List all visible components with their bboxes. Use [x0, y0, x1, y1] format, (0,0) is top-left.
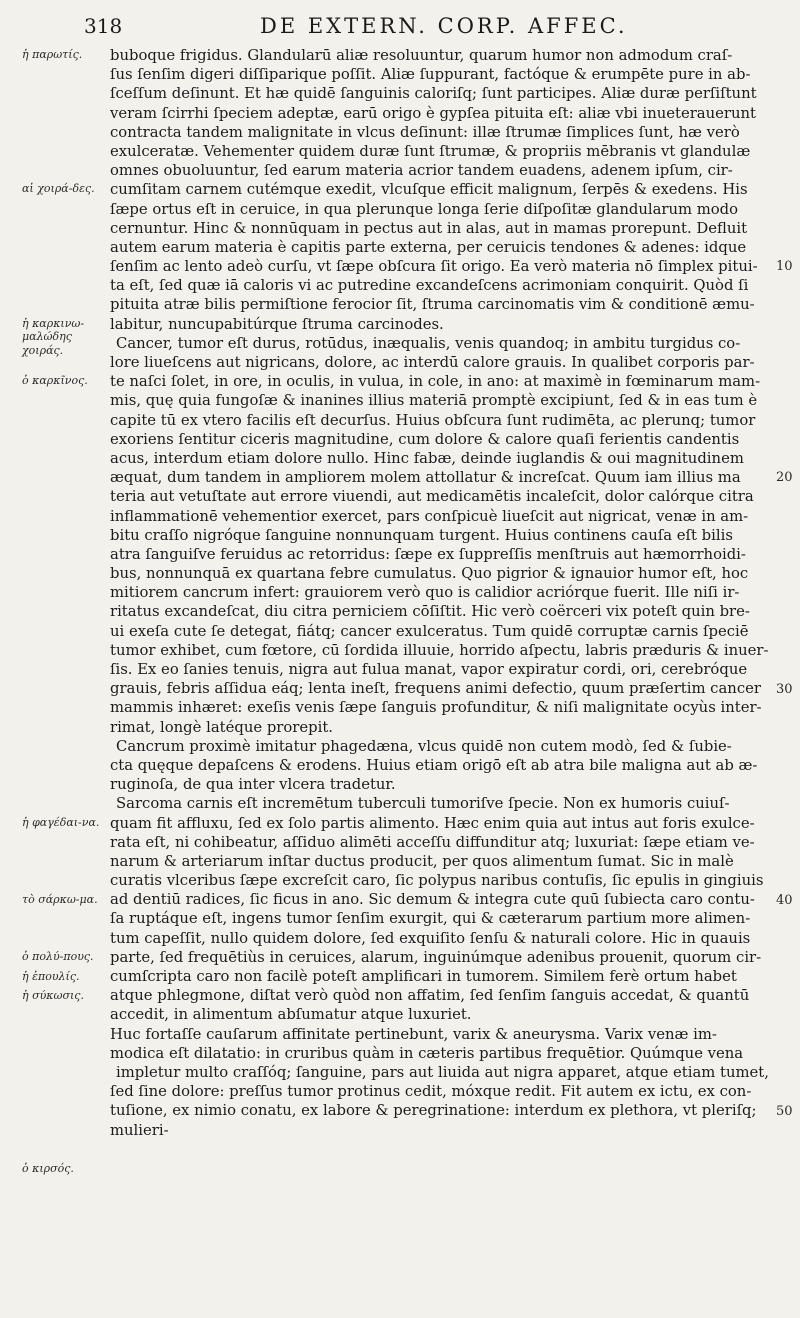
text-line: mitiorem cancrum infert: grauiorem verò quo is calidior acriórque fuerit. Ille niſi ir-	[110, 584, 740, 602]
text-line: lore liueſcens aut nigricans, dolore, ac interdū calore grauis. In qualibet corporis par-	[110, 354, 755, 371]
text-line: impletur multo craſſóq; ſanguine, pars aut liuida aut nigra apparet, atque etiam tumet,	[116, 1063, 769, 1081]
text-line: ritatus excandeſcat, diu citra perniciem cōſiſtit. Hic verò coërceri vix poteſt quin bre-	[110, 603, 750, 621]
text-line: Sarcoma carnis eſt incremētum tuberculi tumoriſve ſpecie. Non ex humoris cuiuſ-	[116, 795, 730, 813]
text-line: mulieri-	[110, 1121, 169, 1139]
text-line: ruginoſa, de qua inter vlcera tradetur.	[110, 776, 396, 794]
text-line: labitur, nuncupabitúrque ſtruma carcinodes.	[110, 315, 444, 333]
text-line: rimat, longè latéque prorepit.	[110, 718, 333, 736]
margin-note: ὁ καρκῖνος.	[22, 374, 88, 388]
margin-note: ἡ σύκωσις.	[22, 988, 84, 1002]
text-line: bitu craſſo nigróque ſanguine nonnunquam turgent. Huius continens cauſa eſt bilis	[110, 526, 733, 544]
text-line: cumſitam carnem cutémque exedit, vlcuſque efficit malignum, ſerpēs & exedens. His	[110, 181, 748, 199]
text-line: teria aut vetuſtate aut errore viuendi, aut medicamētis incaleſcit, dolor calórque citra	[110, 488, 754, 506]
margin-note: ὁ πολύ-πους.	[22, 950, 94, 964]
text-line: Cancrum proximè imitatur phagedæna, vlcus quidē non cutem modò, ſed & ſubie-	[116, 737, 732, 755]
margin-note: αἱ χοιρά-δες.	[22, 182, 95, 196]
text-line: buboque frigidus. Glandularū aliæ resoluuntur, quarum humor non admodum craſ-	[110, 47, 733, 64]
margin-note: ἡ ἐπουλίς.	[22, 969, 80, 983]
margin-note: ἡ φαγέδαι-να.	[22, 816, 100, 829]
text-line: pituita atræ bilis permiſtione ferocior ſit, ſtruma carcinomatis vim & conditionē æmu-	[110, 296, 755, 314]
text-line: Cancer, tumor eſt durus, rotūdus, inæqualis, venis quandoq; in ambitu turgidus co-	[116, 334, 741, 352]
margin-note: ἡ παρωτίς.	[22, 48, 83, 61]
text-line: ta eſt, ſed quæ iā caloris vi ac putredine excandeſcens acrimoniam conquirit. Quòd ſi	[110, 277, 749, 295]
text-line: ſa ruptáque eſt, ingens tumor ſenſim exurgit, qui & cæterarum partium more alimen-	[110, 910, 751, 928]
text-line: ſus ſenſim digeri diſſiparique poſſit. Aliæ ſuppurant, factóque & erumpēte pure in ab-	[110, 66, 751, 84]
text-line: ui exeſa cute ſe detegat, fiátq; cancer exulceratus. Tum quidē corruptæ carnis ſpeciē	[110, 622, 749, 640]
text-line: tum capeſſit, nullo quidem dolore, ſed exquiſito ſenſu & naturali colore. Hic in quauis	[110, 929, 751, 947]
body-text	[110, 46, 792, 1140]
text-line: acus, interdum etiam dolore nullo. Hinc fabæ, deinde iuglandis & oui magnitudinem	[110, 449, 744, 467]
margin-note: τὸ σάρκω-μα.	[22, 892, 98, 906]
text-line: rata eſt, ni cohibeatur, aſſiduo alimēti acceſſu diffunditur atq; luxuriat: ſæpe etiam ve-	[110, 833, 755, 851]
text-line: atra ſanguiſve feruidus ac retorridus: ſæpe ex ſuppreſſis menſtruis aut hæmorrhoidi-	[110, 545, 746, 563]
text-line: omnes obuoluuntur, ſed earum materia acrior tandem euadens, adenem ipſum, cir-	[110, 162, 733, 180]
text-line: cernuntur. Hinc & nonnūquam in pectus aut in alas, aut in mamas prorepunt. Defluit	[110, 219, 748, 237]
page-header	[0, 14, 800, 44]
text-line: bus, nonnunquā ex quartana febre cumulatus. Quo pigrior & ignauior humor eſt, hoc	[110, 565, 749, 583]
text-line: Huc fortaſſe cauſarum affinitate pertinebunt, varix & aneurysma. Varix venæ im-	[110, 1025, 717, 1043]
text-line: te naſci ſolet, in ore, in oculis, in vulua, in cole, in ano: at maximè in fœminarum mam-	[110, 373, 761, 391]
text-line: curatis vlceribus ſæpe excreſcit caro, ſic polypus naribus contuſis, ſic epulis in gingiuis	[110, 872, 764, 890]
text-line: contracta tandem malignitate in vlcus deſinunt: illæ ſtrumæ ſimplices ſunt, hæ verò	[110, 123, 740, 141]
line-number: 40	[776, 892, 793, 908]
text-line: veram ſcirrhi ſpeciem adeptæ, earū origo è gypſea pituita eſt: aliæ vbi inueterauerunt	[110, 104, 756, 122]
text-line: cta quęque depaſcens & erodens. Huius etiam origō eſt ab atra bile maligna aut ab æ-	[110, 756, 758, 774]
text-line: atque phlegmone, diſtat verò quòd non affatim, ſed ſenſim ſanguis accedat, & quantū	[110, 987, 750, 1005]
text-line: cumſcripta caro non facilè poteſt amplificari in tumorem. Similem ferè ortum habet	[110, 968, 737, 985]
text-line: mammis inhæret: exeſis venis ſæpe ſanguis profunditur, & niſi malignitate ocyùs inter-	[110, 699, 762, 717]
line-number: 10	[776, 259, 793, 275]
text-line: tumor exhibet, cum fœtore, cū ſordida illuuie, horrido aſpectu, labris præduris & inuer-	[110, 641, 769, 659]
text-line: exulceratæ. Vehementer quidem duræ ſunt ſtrumæ, & propriis mēbranis vt glandulæ	[110, 142, 751, 160]
text-line: ſenſim ac lento adeò curſu, vt ſæpe obſcura ſit origo. Ea verò materia nō ſimplex pitui-	[110, 258, 758, 276]
margin-note: ἡ καρκινω-μαλώδης χοιράς.	[22, 316, 85, 357]
text-line: quam fit affluxu, ſed ex ſolo partis alimento. Hæc enim quia aut intus aut foris exulce-	[110, 814, 755, 832]
text-line: inflammationē vehementior exercet, pars conſpicuè liueſcit aut nigricat, venæ in am-	[110, 507, 749, 525]
text-line: narum & arteriarum inſtar ductus producit, per quos alimentum ſumat. Sic in malè	[110, 852, 734, 870]
text-line: grauis, febris aſſidua eáq; lenta ineſt, frequens animi defectio, quum præſertim cancer	[110, 680, 761, 698]
text-line: modica eſt dilatatio: in cruribus quàm in cæteris partibus frequētior. Quúmque vena	[110, 1044, 744, 1062]
text-line: exoriens ſentitur ciceris magnitudine, cum dolore & calore quaſi ferientis candentis	[110, 430, 740, 448]
text-line: ſceſſum deſinunt. Et hæ quidē ſanguinis caloriſq; ſunt participes. Aliæ duræ perſiſtunt	[110, 85, 757, 103]
text-line: capite tū ex vtero facilis eſt decurſus. Huius obſcura ſunt rudimēta, ac plerunq; tumor	[110, 411, 756, 429]
text-line: ſed ſine dolore: preſſus tumor protinus cedit, móxque redit. Fit autem ex ictu, ex con-	[110, 1083, 752, 1101]
text-line: mis, quę quia fungoſæ & inanines illius materiā promptè excipiunt, ſed & in eas tum è	[110, 392, 758, 410]
text-line: autem earum materia è capitis parte externa, per ceruicis tendones & adenes: idque	[110, 238, 747, 256]
text-line: æquat, dum tandem in ampliorem molem attollatur & increſcat. Quum iam illius ma	[110, 469, 741, 487]
text-line: parte, ſed frequētiùs in ceruices, alarum, inguinúmque adenibus prouenit, quorum cir-	[110, 948, 762, 966]
text-line: ſæpe ortus eſt in ceruice, in qua plerunque longa ſerie diſpoſitæ glandularum modo	[110, 200, 739, 218]
line-number: 20	[776, 470, 793, 486]
line-number: 30	[776, 681, 793, 697]
running-head: DE EXTERN. CORP. AFFEC.	[260, 14, 628, 38]
text-line: accedit, in alimentum abſumatur atque luxuriet.	[110, 1006, 472, 1024]
line-number: 50	[776, 1104, 793, 1119]
text-line: ad dentiū radices, ſic ficus in ano. Sic demum & integra cute quū ſubiecta caro contu-	[110, 891, 755, 909]
text-line: ſis. Ex eo ſanies tenuis, nigra aut fulua manat, vapor expiratur cordi, ori, cerebróque	[110, 661, 748, 678]
margin-note: ὁ κιρσός.	[22, 1161, 74, 1175]
page-number: 318	[84, 14, 123, 38]
text-line: tuſione, ex nimio conatu, ex labore & peregrinatione: interdum ex plethora, vt pleriſq;	[110, 1102, 757, 1120]
